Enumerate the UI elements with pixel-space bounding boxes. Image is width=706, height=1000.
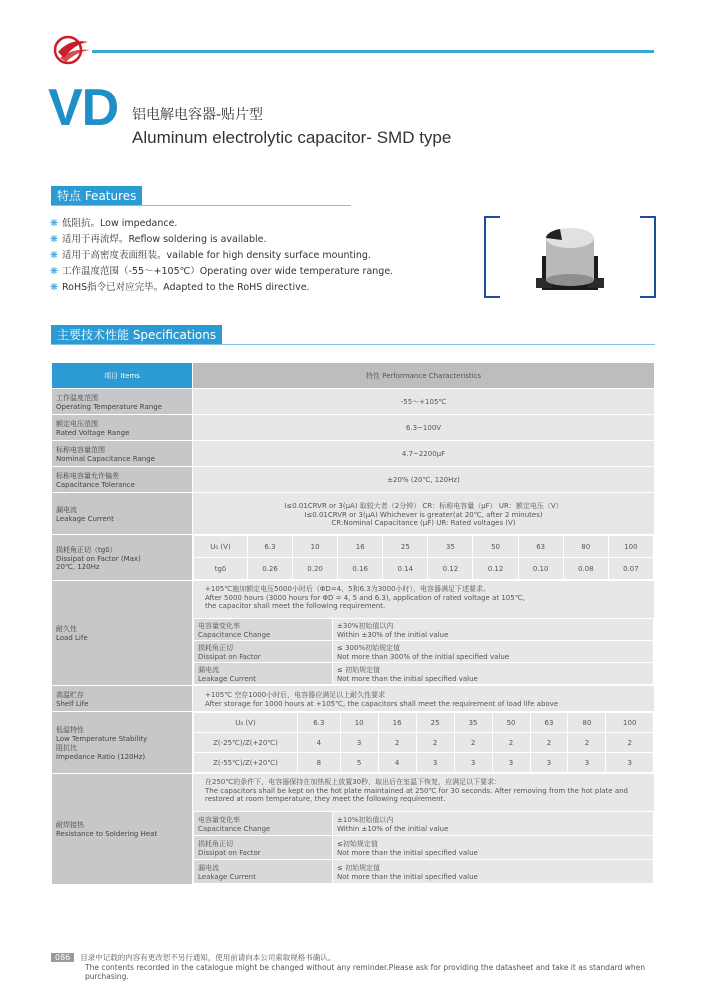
bullet-icon: ❋ xyxy=(50,218,58,229)
dissipation-subtable: U₀ (V) 6.3 10 16 25 35 50 63 80 100 tgδ 0.26 0.20 0.16 0.14 0.12 0.12 0.10 0.08 0.07 xyxy=(193,535,654,580)
tan-delta-label: tgδ xyxy=(194,558,248,580)
row-label: 标称电容量允许偏差 Capacitance Tolerance xyxy=(52,467,193,493)
page-number: 086 xyxy=(51,953,74,962)
feature-item: ❋ 适用于高密度表面组装。vailable for high density surface mounting. xyxy=(50,250,371,261)
features-rule xyxy=(51,205,351,206)
column-header-performance: 特性 Performance Characteristics xyxy=(193,363,655,389)
table-row xyxy=(52,467,655,493)
row-label: 损耗角正切（tgδ） Dissipat on Factor (Max) 20℃, 120Hz xyxy=(52,535,193,581)
table-row xyxy=(52,686,655,712)
table-row xyxy=(52,415,655,441)
photo-bracket-right xyxy=(640,216,656,298)
company-logo-icon xyxy=(48,28,92,72)
row-value: 6.3~100V xyxy=(193,415,655,441)
low-temp-subtable-cell xyxy=(193,712,655,774)
table-row xyxy=(52,493,655,535)
low-temp-subtable: U₀ (V) 6.3 10 16 25 35 50 63 80 100 Z(-25℃)/Z(+20℃) 4 3 2 2 2 2 2 2 2 Z(-55℃)/Z(+20℃) 8 5 4 3 3 3 3 3 3 xyxy=(193,712,654,773)
feature-item: ❋ 低阻抗。Low impedance. xyxy=(50,218,178,229)
table-row xyxy=(52,441,655,467)
specifications-heading: 主要技术性能 Specifications xyxy=(51,325,222,345)
features-heading: 特点 Features xyxy=(51,186,142,206)
row-value: +105℃ 空存1000小时后，电容器应满足以上耐久性要求 After storage for 1000 hours at +105℃, the capacitors shall meet the requirement of load life above xyxy=(193,686,655,712)
row-value: ±20% (20℃, 120Hz) xyxy=(193,467,655,493)
row-label: 高温贮存 Shelf Life xyxy=(52,686,193,712)
title-chinese: 铝电解电容器-贴片型 xyxy=(132,107,264,123)
feature-item: ❋ 工作温度范围（-55～+105℃）Operating over wide temperature range. xyxy=(50,266,394,277)
column-header-items: 项目 Items xyxy=(52,363,193,389)
row-value: 4.7~2200μF xyxy=(193,441,655,467)
solder-cell: 在250℃的条件下，电容器保持在加热板上放置30秒，取出后在室温下恢复，应满足以下要求： The capacitors shall be kept on the hot plate maintained at 250℃ for 30 seconds. After removing from the hot plate and restored at room temperature, they meet the following requirement. 电容量变化率 Capacitance Change ±10%初始值以内 Within ±10% of the initial value 损耗角正切 Dissipat on Factor ≤初始规定值 Not more than the initial specified value 漏电流 Leakage Current ≤ 初始规定值 Not more than the initial specified value xyxy=(193,774,655,885)
table-header-row xyxy=(52,363,655,389)
bullet-icon: ❋ xyxy=(50,250,58,261)
row-value: -55～+105℃ xyxy=(193,389,655,415)
table-row xyxy=(52,774,655,885)
specifications-rule xyxy=(51,344,655,345)
series-code: VD xyxy=(48,79,119,137)
bullet-icon: ❋ xyxy=(50,266,58,277)
voltage-label: U₀ (V) xyxy=(194,536,248,558)
footer-note: 086 目录中记载的内容有更改恕不另行通知，使用前请向本公司索取规格书确认。 The contents recorded in the catalogue might be changed without any reminder.Please ask for providing the datasheet and take it as standard when purchasing. xyxy=(51,952,655,981)
row-label: 额定电压范围 Rated Voltage Range xyxy=(52,415,193,441)
solder-subtable: 电容量变化率 Capacitance Change ±10%初始值以内 Within ±10% of the initial value 损耗角正切 Dissipat on Factor ≤初始规定值 Not more than the initial specified value 漏电流 Leakage Current ≤ 初始规定值 Not more than the initial specified value xyxy=(193,811,654,884)
endurance-cell: +105℃施加额定电压5000小时后（ΦD=4、5和6.3为3000小时），电容器满足下述要求。 After 5000 hours (3000 hours for ΦD = 4, 5 and 6.3), application of rated voltage at 105℃, the capacitor shall meet the following requirement. 电容量变化率 Capacitance Change ±30%初始值以内 Within ±30% of the initial value 损耗角正切 Dissipat on Factor ≤ 300%初始规定值 Not more than 300% of the initial specified value 漏电流 Leakage Current ≤ 初始规定值 Not more than the initial specified value xyxy=(193,581,655,686)
row-label: 低温特性 Low Temperature Stability 阻抗比 Impedance Ratio (120Hz) xyxy=(52,712,193,774)
row-label: 标称电容量范围 Nominal Capacitance Range xyxy=(52,441,193,467)
table-row xyxy=(52,389,655,415)
feature-item: ❋ 适用于再流焊。Reflow soldering is available. xyxy=(50,234,267,245)
table-row xyxy=(52,535,655,581)
row-label: 耐焊接热 Resistance to Soldering Heat xyxy=(52,774,193,885)
photo-bracket-left xyxy=(484,216,500,298)
endurance-subtable: 电容量变化率 Capacitance Change ±30%初始值以内 Within ±30% of the initial value 损耗角正切 Dissipat on Factor ≤ 300%初始规定值 Not more than 300% of the initial specified value 漏电流 Leakage Current ≤ 初始规定值 Not more than the initial specified value xyxy=(193,618,654,685)
row-label: 漏电流 Leakage Current xyxy=(52,493,193,535)
bullet-icon: ❋ xyxy=(50,282,58,293)
specifications-table xyxy=(51,362,655,885)
smd-capacitor-icon xyxy=(534,218,606,294)
row-value: I≤0.01CRVR or 3(μA) 取较大者（2分钟） CR：标称电容量（μF） UR：额定电压（V） I≤0.01CRVR or 3(μA) Whichever is greater(at 20℃, after 2 minutes) CR:Nominal Capacitance (μF) UR: Rated voltages (V) xyxy=(193,493,655,535)
table-row xyxy=(52,712,655,774)
header-rule xyxy=(92,50,654,53)
bullet-icon: ❋ xyxy=(50,234,58,245)
row-label: 工作温度范围 Operating Temperature Range xyxy=(52,389,193,415)
dissipation-subtable-cell xyxy=(193,535,655,581)
table-row xyxy=(52,581,655,686)
row-label: 耐久性 Load Life xyxy=(52,581,193,686)
feature-item: ❋ RoHS指令已对应完毕。Adapted to the RoHS directive. xyxy=(50,282,310,293)
title-english: Aluminum electrolytic capacitor- SMD type xyxy=(132,128,452,147)
